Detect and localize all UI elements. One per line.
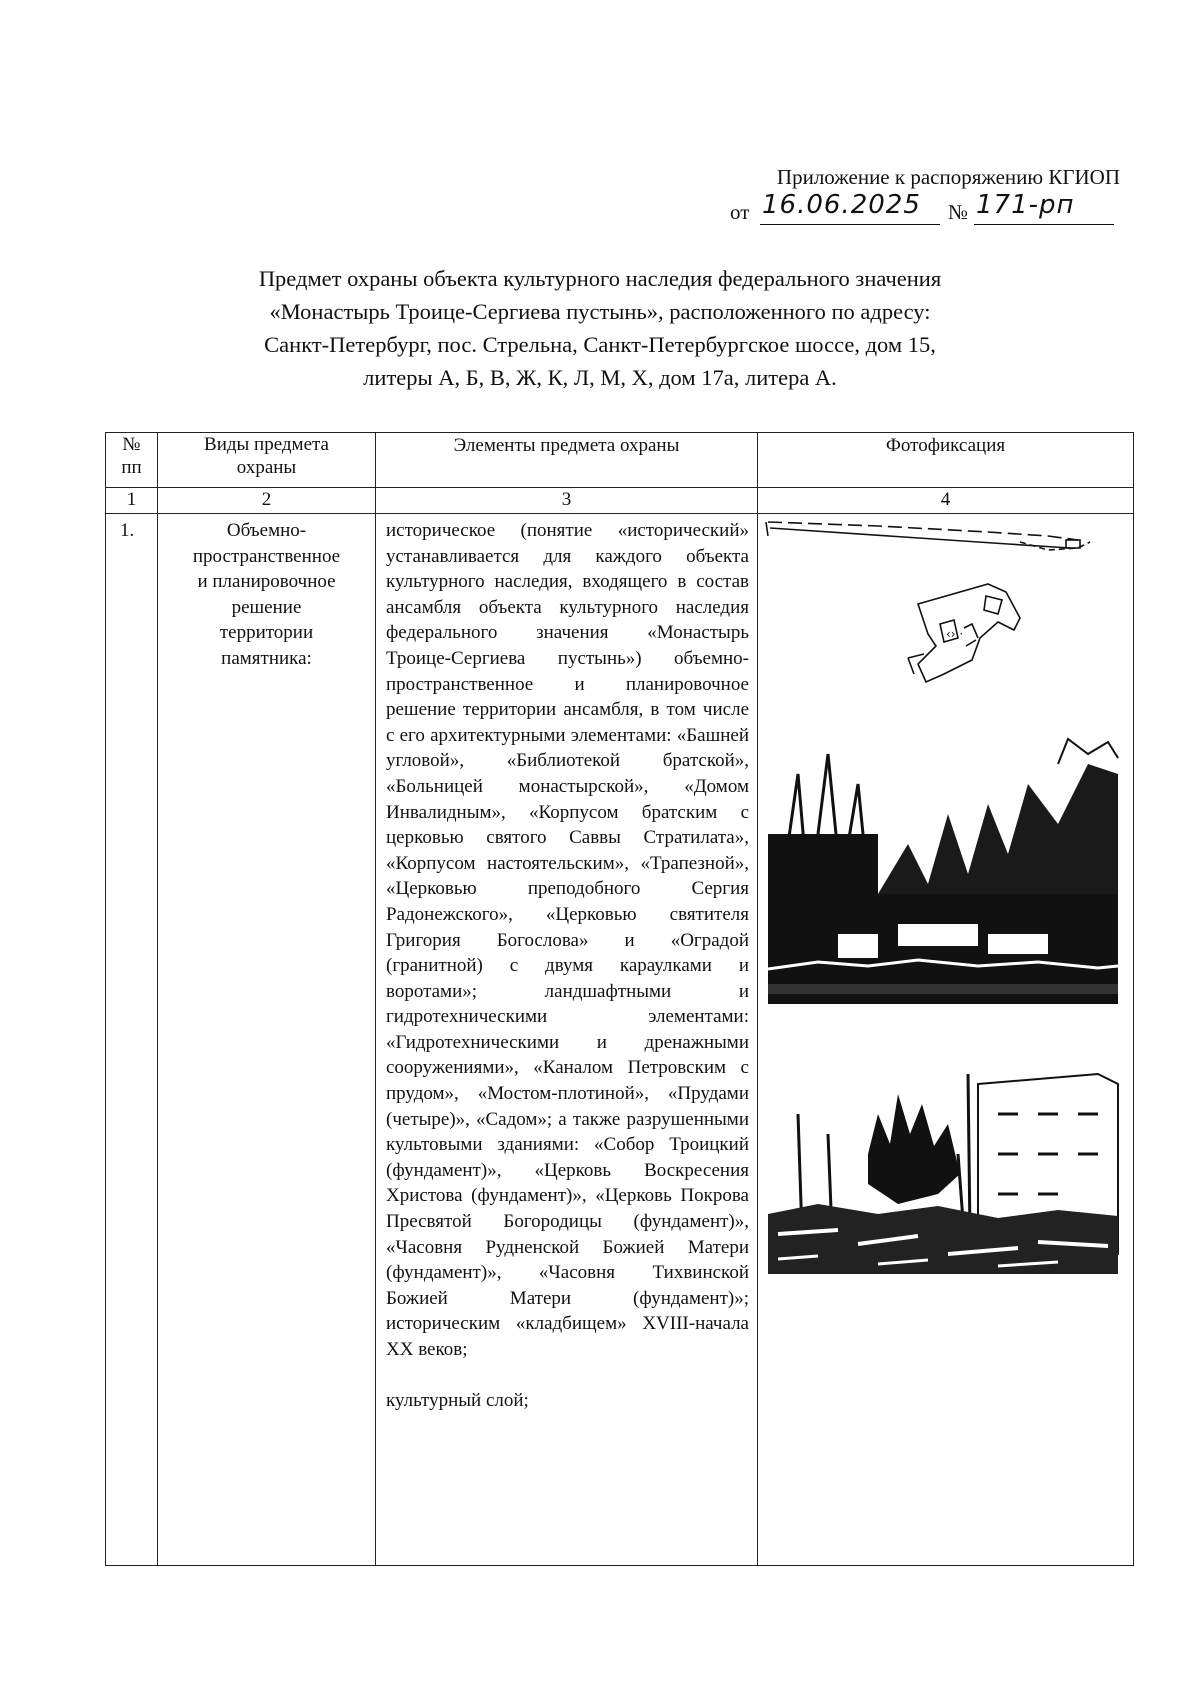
svg-text:‹› ·: ‹› · [946, 627, 964, 641]
protection-subject-table [105, 432, 1134, 1566]
elements-text: историческое (понятие «исторический» устанавливается для каждого объекта культурного наследия, входящего в состав ансамбля объекта культурного наследия федерального значения «Монастырь Троице-Сергиева пустынь») объемно-пространственное и планировочное решение территории ансамбля, в том числе с его архитектурными элементами: «Башней угловой», «Библиотекой братской», «Больницей монастырской», «Домом Инвалидным», «Корпусом братским с церковью святого Саввы Стратилата», «Корпусом настоятельским», «Трапезной», «Церковью преподобного Сергия Радонежского», «Церковью святителя Григория Богослова» и «Оградой (гранитной) с двумя караулками и воротами»; ландшафтными и гидротехническими элементами: «Гидротехническими и дренажными сооружениями», «Каналом Петровским с прудом», «Мостом-плотиной», «Прудами (четыре)», «Садом»; а также разрушенными культовыми зданиями: «Собор Троицкий (фундамент)», «Церковь Воскресения Христова (фундамент)», «Церковь Покрова Пресвятой Богородицы (фундамент)», «Часовня Рудненской Божией Матери (фундамент)», «Часовня Тихвинской Божией Матери (фундамент)»; историческим «кладбищем» XVIII-начала XX веков; [386, 520, 749, 1360]
column-number: 4 [758, 488, 1134, 514]
header-kind-line: Виды предмета [204, 434, 329, 455]
elements-text-cultural-layer: культурный слой; [386, 1389, 529, 1411]
column-number: 3 [376, 488, 758, 514]
row-kind-line: и планировочное [197, 571, 336, 593]
row-kind-line: памятника: [221, 647, 312, 669]
title-line: Санкт-Петербург, пос. Стрельна, Санкт-Петербургское шоссе, дом 15, [264, 332, 936, 357]
date-underline [760, 224, 940, 225]
header-photo: Фотофиксация [758, 433, 1134, 488]
order-date-handwritten: 16.06.2025 [762, 190, 921, 220]
row-kind-line: территории [219, 622, 314, 644]
document-title [160, 262, 1040, 394]
order-from-prefix: от [730, 200, 750, 224]
row-photos [758, 514, 1134, 1566]
monastery-building-photo [768, 1074, 1118, 1274]
header-kind [158, 433, 376, 488]
row-kind [158, 514, 376, 1566]
table-header-row [106, 433, 1134, 488]
photo-column-graphics [758, 514, 1134, 1561]
table-row [106, 514, 1134, 1566]
order-number-sign: № [948, 200, 969, 224]
title-line: Предмет охраны объекта культурного наследия федерального значения [258, 266, 942, 291]
header-elements: Элементы предмета охраны [376, 433, 758, 488]
column-number: 1 [106, 488, 158, 514]
title-line: «Монастырь Троице-Сергиева пустынь», расположенного по адресу: [269, 299, 931, 324]
site-plan-image [766, 522, 1090, 682]
header-number [106, 433, 158, 488]
order-number-handwritten: 171-рп [976, 190, 1075, 220]
row-kind-line: решение [231, 596, 302, 618]
row-elements [376, 514, 758, 1566]
header-number-line: № [122, 434, 141, 455]
row-kind-line: Объемно- [226, 520, 307, 541]
row-number: 1. [106, 514, 158, 1566]
column-number-row [106, 488, 1134, 514]
column-number: 2 [158, 488, 376, 514]
header-kind-line: охраны [236, 457, 297, 478]
monastery-trees-photo [768, 739, 1118, 1004]
appendix-reference: Приложение к распоряжению КГИОП [776, 165, 1120, 189]
paragraph-gap [386, 1363, 749, 1388]
order-reference [730, 192, 1130, 228]
title-line: литеры А, Б, В, Ж, К, Л, М, Х, дом 17а, литера А. [363, 365, 837, 390]
number-underline [974, 224, 1114, 225]
row-kind-line: пространственное [192, 545, 341, 567]
header-number-line: пп [121, 457, 142, 478]
